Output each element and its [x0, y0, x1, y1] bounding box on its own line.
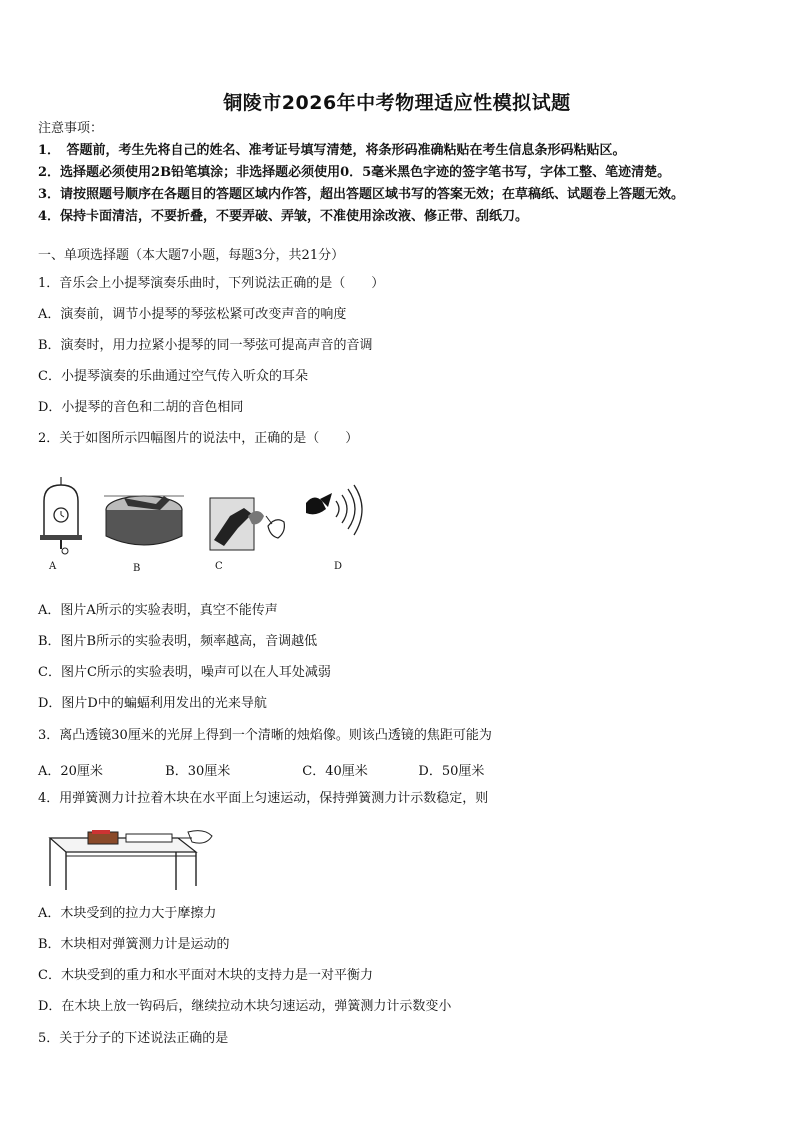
section-heading: 一、单项选择题（本大题7小题，每题3分，共21分）	[38, 248, 345, 263]
notice-heading: 注意事项：	[38, 121, 104, 136]
notice-item-3: 3．请按照题号顺序在各题目的答题区域内作答，超出答题区域书写的答案无效；在草稿纸、试题卷上答题无效。	[38, 187, 685, 202]
question-1-option-a: A．演奏前，调节小提琴的琴弦松紧可改变声音的响度	[38, 307, 347, 322]
question-1-stem: 1．音乐会上小提琴演奏乐曲时，下列说法正确的是（ ）	[38, 276, 385, 291]
question-3-option-a: A．20厘米	[38, 764, 103, 779]
figure-label-b: B	[133, 563, 141, 574]
question-2-option-d: D．图片D中的蝙蝠利用发出的光来导航	[38, 696, 267, 711]
figure-label-c: C	[215, 561, 223, 572]
question-5-stem: 5．关于分子的下述说法正确的是	[38, 1031, 229, 1046]
question-2-option-a: A．图片A所示的实验表明，真空不能传声	[38, 603, 278, 618]
question-4-option-a: A．木块受到的拉力大于摩擦力	[38, 906, 217, 921]
spring-scale-table-figure	[46, 826, 214, 896]
figure-label-a: A	[49, 561, 57, 572]
question-2-stem: 2．关于如图所示四幅图片的说法中，正确的是（ ）	[38, 431, 359, 446]
question-3-option-c: C．40厘米	[302, 764, 368, 779]
question-1-option-b: B．演奏时，用力拉紧小提琴的同一琴弦可提高声音的音调	[38, 338, 373, 353]
page-title: 铜陵市2026年中考物理适应性模拟试题	[223, 92, 571, 114]
question-3-option-b: B．30厘米	[165, 764, 231, 779]
question-4-stem: 4．用弹簧测力计拉着木块在水平面上匀速运动，保持弹簧测力计示数稳定，则	[38, 791, 489, 806]
question-2-option-b: B．图片B所示的实验表明，频率越高，音调越低	[38, 634, 318, 649]
question-1-option-c: C．小提琴演奏的乐曲通过空气传入听众的耳朵	[38, 369, 308, 384]
ear-cover-figure	[208, 496, 290, 552]
bat-echolocation-figure	[302, 483, 372, 543]
question-3-stem: 3．离凸透镜30厘米的光屏上得到一个清晰的烛焰像。则该凸透镜的焦距可能为	[38, 728, 492, 743]
question-4-option-c: C．木块受到的重力和水平面对木块的支持力是一对平衡力	[38, 968, 373, 983]
question-2-option-c: C．图片C所示的实验表明，噪声可以在人耳处减弱	[38, 665, 331, 680]
question-1-option-d: D．小提琴的音色和二胡的音色相同	[38, 400, 244, 415]
question-3-options	[38, 760, 484, 779]
rotating-disk-figure	[104, 488, 184, 550]
question-4-option-b: B．木块相对弹簧测力计是运动的	[38, 937, 230, 952]
figure-label-d: D	[334, 561, 343, 572]
question-4-option-d: D．在木块上放一钩码后，继续拉动木块匀速运动，弹簧测力计示数变小	[38, 999, 452, 1014]
question-3-option-d: D．50厘米	[418, 764, 485, 779]
notice-item-1: 1． 答题前，考生先将自己的姓名、准考证号填写清楚，将条形码准确粘贴在考生信息条形码粘贴区。	[38, 143, 626, 158]
notice-item-4: 4．保持卡面清洁，不要折叠，不要弄破、弄皱，不准使用涂改液、修正带、刮纸刀。	[38, 209, 529, 224]
notice-item-2: 2．选择题必须使用2B铅笔填涂；非选择题必须使用0．5毫米黑色字迹的签字笔书写，字体工整、笔迹清楚。	[38, 165, 671, 180]
bell-jar-figure	[38, 475, 84, 555]
